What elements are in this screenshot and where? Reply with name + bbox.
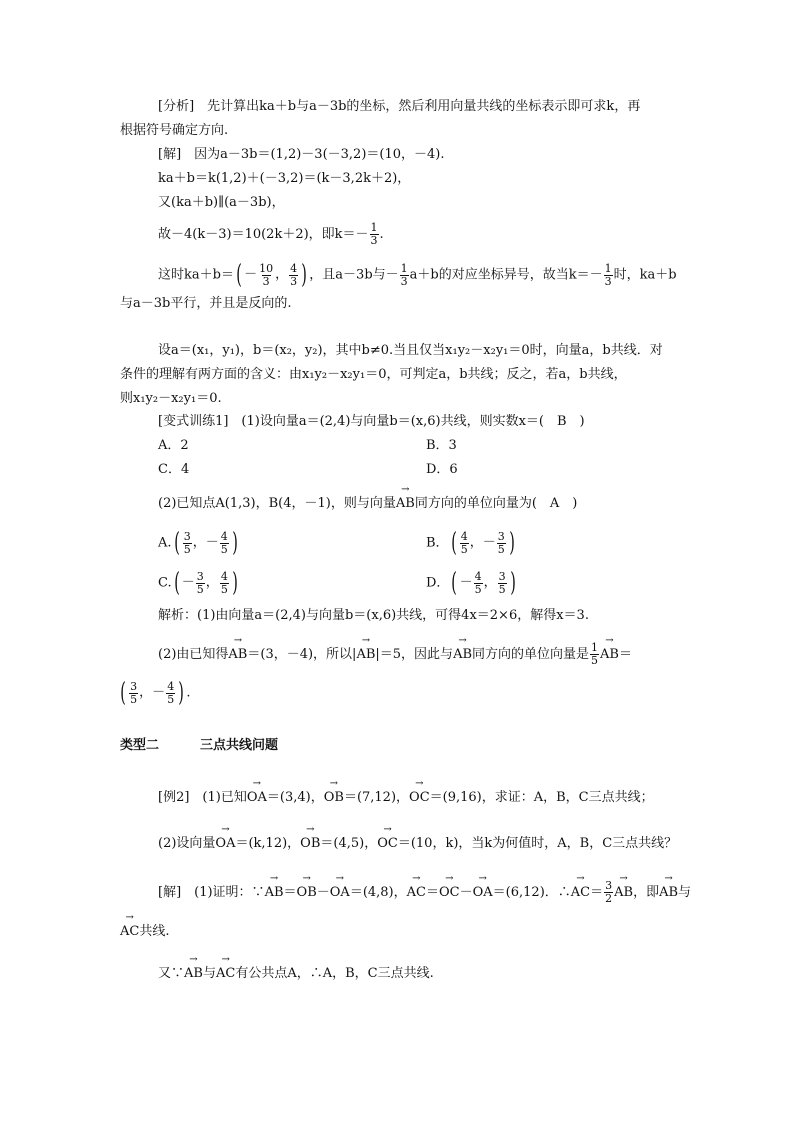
solution-line-1: [解] 因为a－3b＝(1,2)－3(－3,2)＝(10，－4). <box>158 147 445 162</box>
example-2-solution-2: → AC共线. <box>120 924 169 940</box>
note-line-3: 则x₁y₂－x₂y₁＝0. <box>120 391 222 406</box>
exercise-question-2: (2)已知点A(1,3)，B(4，－1)，则与向量→ AB同方向的单位向量为( A ) <box>158 496 577 512</box>
note-line-1: 设a＝(x₁，y₁)，b＝(x₂，y₂)，其中b≠0.当且仅当x₁y₂－x₂y₁＝0时，向量a，b共线．对 <box>158 343 663 358</box>
option-b-1: B．3 <box>426 438 457 453</box>
example-2-solution-3: 又∵→ AB与→ AC有公共点A，∴A，B，C三点共线. <box>158 966 434 982</box>
option-b-2: B． ( $\frac{4}{5}$ ， － $\frac{3}{5}$ ) <box>426 528 515 558</box>
solution-line-2: ka＋b＝k(1,2)＋(－3,2)＝(k－3,2k＋2)， <box>158 171 411 186</box>
option-d-2: D． ( － $\frac{4}{5}$ ， $\frac{3}{5}$ ) <box>426 568 516 598</box>
exercise-solution-2: (2)由已知得→ AB＝(3，－4)，所以|→ AB|＝5，因此与→ AB同方向的单位向量是 $\frac{1}{5}$ → AB＝ <box>158 642 632 667</box>
analysis-line-2: 根据符号确定方向. <box>120 123 229 138</box>
solution-line-5: 这时ka＋b＝ ( － $\frac{10}{3}$ ， $\frac{4}{3}$ ) ，且a－3b与－ $\frac{1}{3}$ a＋b的对应坐标异号，故当k＝－ $\frac{1}{3}$ 时，ka＋b <box>158 260 677 290</box>
exercise-question-1: [变式训练1] (1)设向量a＝(2,4)与向量b＝(x,6)共线，则实数x＝( B ) <box>158 414 585 429</box>
example-2-solution-1: [解] (1)证明：∵→ AB＝→ OB－→ OA＝(4,8)，→ AC＝→ OC－→ OA＝(6,12)．∴→ AC＝ $\frac{3}{2}$ → AB，即→ AB与 <box>158 880 691 905</box>
option-a-1: A．2 <box>158 438 189 453</box>
paren-vector: ( － $\frac{10}{3}$ ， $\frac{4}{3}$ ) <box>236 260 308 290</box>
example-2-part-2: (2)设向量→ OA＝(k,12)，→ OB＝(4,5)，→ OC＝(10，k)，当k为何值时，A，B，C三点共线？ <box>158 836 677 852</box>
section-title: 三点共线问题 <box>200 738 279 753</box>
solution-line-6: 与a－3b平行，并且是反向的. <box>120 296 292 311</box>
solution-line-3: 又(ka＋b)∥(a－3b)， <box>158 195 285 210</box>
solution-line-4: 故－4(k－3)＝10(2k＋2)，即k＝－ $\frac{1}{3}$ . <box>158 221 384 247</box>
option-d-1: D．6 <box>426 462 458 477</box>
option-a-2: A. ( $\frac{3}{5}$ ， － $\frac{4}{5}$ ) <box>158 528 238 558</box>
exercise-solution-1: 解析：(1)由向量a＝(2,4)与向量b＝(x,6)共线，可得4x＝2×6，解得x＝3. <box>158 608 589 623</box>
option-c-2: C. ( － $\frac{3}{5}$ ， $\frac{4}{5}$ ) <box>158 568 238 598</box>
section-type-label: 类型二 <box>120 738 160 753</box>
fraction: $\frac{1}{3}$ <box>370 221 378 247</box>
exercise-solution-2-answer: ( $\frac{3}{5}$ ， － $\frac{4}{5}$ ) . <box>120 678 191 708</box>
analysis-line-1: [分析] 先计算出ka＋b与a－3b的坐标，然后利用向量共线的坐标表示即可求k，再 <box>158 99 641 114</box>
example-2-part-1: [例2] (1)已知→ OA＝(3,4)，→ OB＝(7,12)，→ OC＝(9,16)，求证：A，B，C三点共线； <box>158 790 654 806</box>
note-line-2: 条件的理解有两方面的含义：由x₁y₂－x₂y₁＝0，可判定a，b共线；反之，若a，b共线， <box>120 367 627 382</box>
option-c-1: C．4 <box>158 462 190 477</box>
